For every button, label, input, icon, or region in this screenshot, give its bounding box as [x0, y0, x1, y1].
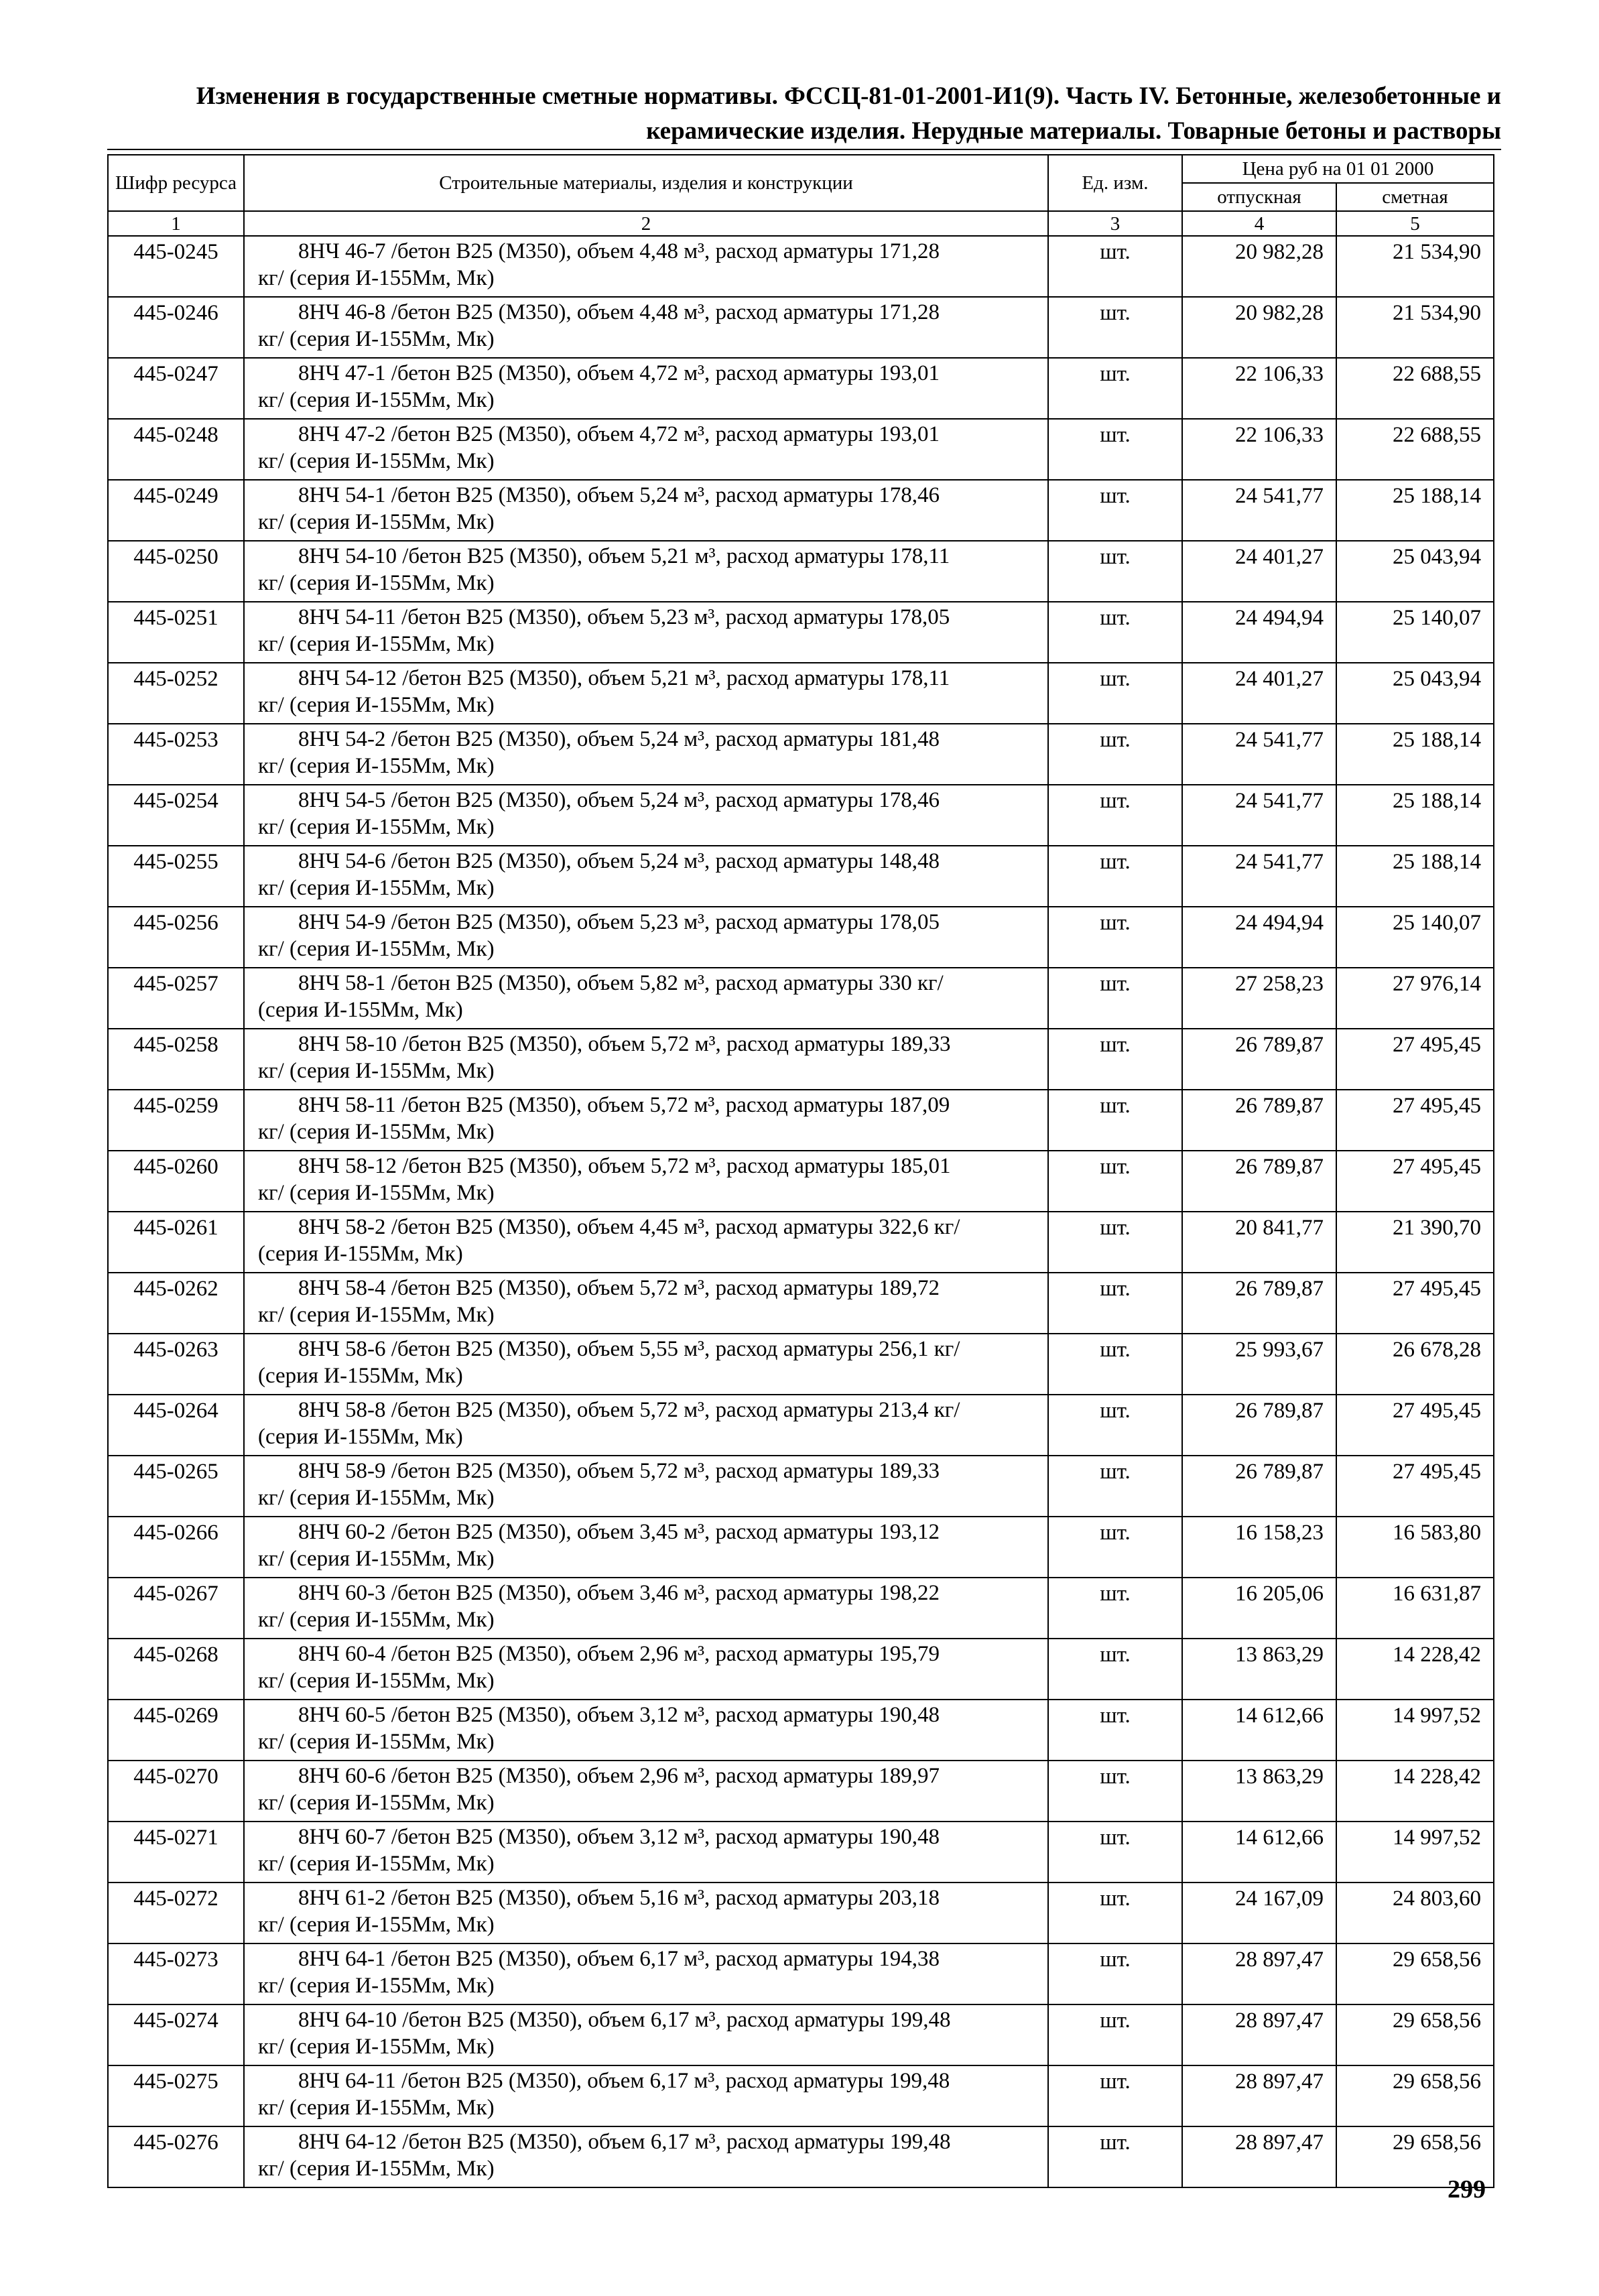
- table-row: [108, 1212, 1494, 1273]
- material-name-line-2: кг/ (серия И-155Мм, Мк): [258, 388, 495, 412]
- material-name-cell: [244, 1334, 1048, 1395]
- material-name-line-1: 8НЧ 54-11 /бетон В25 (М350), объем 5,23 м³, расход арматуры 178,05: [298, 605, 950, 629]
- material-name-line-1: 8НЧ 58-2 /бетон В25 (М350), объем 4,45 м³, расход арматуры 322,6 кг/: [298, 1215, 960, 1239]
- material-name-line-1: 8НЧ 61-2 /бетон В25 (М350), объем 5,16 м³, расход арматуры 203,18: [298, 1886, 940, 1910]
- estimate-price-cell: 27 495,45: [1336, 1456, 1494, 1517]
- table-row: [108, 1456, 1494, 1517]
- unit-cell: шт.: [1048, 1761, 1182, 1822]
- table-row: [108, 907, 1494, 968]
- unit-cell: шт.: [1048, 1090, 1182, 1151]
- material-name-cell: [244, 1395, 1048, 1456]
- unit-cell: шт.: [1048, 846, 1182, 907]
- material-name-line-2: кг/ (серия И-155Мм, Мк): [258, 1181, 495, 1205]
- unit-cell: шт.: [1048, 2126, 1182, 2187]
- column-header-estimate: [1336, 183, 1494, 211]
- unit-cell: шт.: [1048, 663, 1182, 724]
- release-price-cell: 24 541,77: [1182, 785, 1336, 846]
- estimate-price-cell: 22 688,55: [1336, 419, 1494, 480]
- release-price-cell: 25 993,67: [1182, 1334, 1336, 1395]
- unit-cell: шт.: [1048, 297, 1182, 358]
- table-row: [108, 1395, 1494, 1456]
- material-name-line-2: кг/ (серия И-155Мм, Мк): [258, 449, 495, 473]
- material-name-cell: [244, 1943, 1048, 2004]
- table-row: [108, 1943, 1494, 2004]
- material-name-cell: [244, 1273, 1048, 1334]
- resource-code-cell: 445-0274: [108, 2004, 244, 2065]
- material-name-line-1: 8НЧ 54-2 /бетон В25 (М350), объем 5,24 м³, расход арматуры 181,48: [298, 727, 940, 751]
- resource-code-cell: 445-0260: [108, 1151, 244, 1212]
- column-header-code-label: Шифр ресурса: [115, 172, 237, 194]
- resource-code-cell: 445-0252: [108, 663, 244, 724]
- material-name-line-1: 8НЧ 64-1 /бетон В25 (М350), объем 6,17 м³, расход арматуры 194,38: [298, 1947, 940, 1971]
- estimate-price-cell: 21 390,70: [1336, 1212, 1494, 1273]
- release-price-cell: 24 541,77: [1182, 480, 1336, 541]
- material-name-line-1: 8НЧ 47-1 /бетон В25 (М350), объем 4,72 м³, расход арматуры 193,01: [298, 361, 940, 385]
- document-header: [107, 79, 1501, 149]
- column-number: 5: [1336, 211, 1494, 236]
- unit-cell: шт.: [1048, 1334, 1182, 1395]
- column-number: 3: [1048, 211, 1182, 236]
- column-header-price-label: Цена руб на 01 01 2000: [1242, 158, 1434, 180]
- estimate-price-cell: 14 997,52: [1336, 1822, 1494, 1883]
- release-price-cell: 28 897,47: [1182, 2126, 1336, 2187]
- resource-code-cell: 445-0254: [108, 785, 244, 846]
- release-price-cell: 13 863,29: [1182, 1639, 1336, 1700]
- release-price-cell: 26 789,87: [1182, 1029, 1336, 1090]
- resource-code-cell: 445-0249: [108, 480, 244, 541]
- resource-code-cell: 445-0253: [108, 724, 244, 785]
- resource-code-cell: 445-0270: [108, 1761, 244, 1822]
- material-name-cell: [244, 907, 1048, 968]
- column-number: 1: [108, 211, 244, 236]
- material-name-cell: [244, 297, 1048, 358]
- estimate-price-cell: 29 658,56: [1336, 2004, 1494, 2065]
- page-number: 299: [1448, 2175, 1486, 2204]
- unit-cell: шт.: [1048, 2065, 1182, 2126]
- resource-code-cell: 445-0258: [108, 1029, 244, 1090]
- release-price-cell: 16 158,23: [1182, 1517, 1336, 1578]
- release-price-cell: 13 863,29: [1182, 1761, 1336, 1822]
- material-name-line-1: 8НЧ 58-4 /бетон В25 (М350), объем 5,72 м³, расход арматуры 189,72: [298, 1276, 940, 1300]
- material-name-cell: [244, 1761, 1048, 1822]
- table-row: [108, 1639, 1494, 1700]
- resource-code-cell: 445-0261: [108, 1212, 244, 1273]
- resource-code-cell: 445-0259: [108, 1090, 244, 1151]
- unit-cell: шт.: [1048, 1395, 1182, 1456]
- material-name-line-2: (серия И-155Мм, Мк): [258, 1425, 463, 1449]
- material-name-line-2: кг/ (серия И-155Мм, Мк): [258, 571, 495, 595]
- release-price-cell: 26 789,87: [1182, 1456, 1336, 1517]
- estimate-price-cell: 25 140,07: [1336, 602, 1494, 663]
- release-price-cell: 24 541,77: [1182, 846, 1336, 907]
- release-price-cell: 24 541,77: [1182, 724, 1336, 785]
- release-price-cell: 28 897,47: [1182, 1943, 1336, 2004]
- release-price-cell: 22 106,33: [1182, 419, 1336, 480]
- release-price-cell: 24 494,94: [1182, 907, 1336, 968]
- resource-code-cell: 445-0268: [108, 1639, 244, 1700]
- resource-code-cell: 445-0276: [108, 2126, 244, 2187]
- unit-cell: шт.: [1048, 1029, 1182, 1090]
- material-name-line-1: 8НЧ 47-2 /бетон В25 (М350), объем 4,72 м³, расход арматуры 193,01: [298, 422, 940, 446]
- table-row: [108, 1151, 1494, 1212]
- resource-code-cell: 445-0246: [108, 297, 244, 358]
- estimate-price-cell: 27 495,45: [1336, 1395, 1494, 1456]
- material-name-cell: [244, 419, 1048, 480]
- release-price-cell: 27 258,23: [1182, 968, 1336, 1029]
- material-name-cell: [244, 663, 1048, 724]
- estimate-price-cell: 14 997,52: [1336, 1700, 1494, 1761]
- material-name-cell: [244, 1639, 1048, 1700]
- material-name-cell: [244, 1090, 1048, 1151]
- material-name-line-1: 8НЧ 58-11 /бетон В25 (М350), объем 5,72 м³, расход арматуры 187,09: [298, 1093, 950, 1117]
- material-name-line-2: кг/ (серия И-155Мм, Мк): [258, 510, 495, 534]
- material-name-cell: [244, 1883, 1048, 1943]
- material-name-line-2: кг/ (серия И-155Мм, Мк): [258, 1913, 495, 1937]
- material-name-line-1: 8НЧ 64-10 /бетон В25 (М350), объем 6,17 м³, расход арматуры 199,48: [298, 2008, 951, 2032]
- release-price-cell: 28 897,47: [1182, 2065, 1336, 2126]
- material-name-line-1: 8НЧ 54-10 /бетон В25 (М350), объем 5,21 м³, расход арматуры 178,11: [298, 544, 950, 568]
- estimate-price-cell: 25 188,14: [1336, 724, 1494, 785]
- material-name-line-2: кг/ (серия И-155Мм, Мк): [258, 876, 495, 900]
- header-line-2: керамические изделия. Нерудные материалы. Товарные бетоны и растворы: [646, 117, 1501, 145]
- resource-code-cell: 445-0245: [108, 236, 244, 297]
- estimate-price-cell: 27 495,45: [1336, 1090, 1494, 1151]
- estimate-price-cell: 29 658,56: [1336, 2065, 1494, 2126]
- unit-cell: шт.: [1048, 419, 1182, 480]
- table-row: [108, 541, 1494, 602]
- estimate-price-cell: 27 495,45: [1336, 1273, 1494, 1334]
- unit-cell: шт.: [1048, 1822, 1182, 1883]
- column-header-estimate-label: сметная: [1382, 186, 1448, 208]
- table-row: [108, 1822, 1494, 1883]
- material-name-line-2: кг/ (серия И-155Мм, Мк): [258, 2035, 495, 2059]
- estimate-price-cell: 25 140,07: [1336, 907, 1494, 968]
- resource-code-cell: 445-0272: [108, 1883, 244, 1943]
- release-price-cell: 26 789,87: [1182, 1273, 1336, 1334]
- resource-code-cell: 445-0271: [108, 1822, 244, 1883]
- estimate-price-cell: 25 043,94: [1336, 541, 1494, 602]
- table-row: [108, 1578, 1494, 1639]
- resource-code-cell: 445-0269: [108, 1700, 244, 1761]
- estimate-price-cell: 29 658,56: [1336, 1943, 1494, 2004]
- column-header-code: [108, 155, 244, 211]
- material-name-cell: [244, 1822, 1048, 1883]
- unit-cell: шт.: [1048, 785, 1182, 846]
- material-name-line-1: 8НЧ 54-12 /бетон В25 (М350), объем 5,21 м³, расход арматуры 178,11: [298, 666, 950, 690]
- resource-code-cell: 445-0264: [108, 1395, 244, 1456]
- material-name-line-1: 8НЧ 46-8 /бетон В25 (М350), объем 4,48 м³, расход арматуры 171,28: [298, 300, 940, 324]
- resource-code-cell: 445-0262: [108, 1273, 244, 1334]
- material-name-line-2: кг/ (серия И-155Мм, Мк): [258, 1608, 495, 1632]
- material-name-line-2: кг/ (серия И-155Мм, Мк): [258, 2157, 495, 2181]
- table-row: [108, 2065, 1494, 2126]
- material-name-line-2: кг/ (серия И-155Мм, Мк): [258, 1730, 495, 1754]
- estimate-price-cell: 25 188,14: [1336, 785, 1494, 846]
- estimate-price-cell: 14 228,42: [1336, 1761, 1494, 1822]
- estimate-price-cell: 16 631,87: [1336, 1578, 1494, 1639]
- resource-code-cell: 445-0251: [108, 602, 244, 663]
- material-name-cell: [244, 541, 1048, 602]
- header-line-1: Изменения в государственные сметные нормативы. ФССЦ-81-01-2001-И1(9). Часть IV. Бетонные, железобетонные и: [196, 82, 1501, 110]
- unit-cell: шт.: [1048, 602, 1182, 663]
- release-price-cell: 16 205,06: [1182, 1578, 1336, 1639]
- estimate-price-cell: 22 688,55: [1336, 358, 1494, 419]
- table-body: [108, 236, 1494, 2187]
- material-name-line-2: кг/ (серия И-155Мм, Мк): [258, 1974, 495, 1998]
- material-name-line-2: кг/ (серия И-155Мм, Мк): [258, 754, 495, 778]
- resource-code-cell: 445-0248: [108, 419, 244, 480]
- resource-code-cell: 445-0255: [108, 846, 244, 907]
- material-name-cell: [244, 602, 1048, 663]
- material-name-cell: [244, 846, 1048, 907]
- material-name-line-1: 8НЧ 54-6 /бетон В25 (М350), объем 5,24 м³, расход арматуры 148,48: [298, 849, 940, 873]
- column-number: 2: [244, 211, 1048, 236]
- estimate-price-cell: 16 583,80: [1336, 1517, 1494, 1578]
- material-name-line-1: 8НЧ 58-1 /бетон В25 (М350), объем 5,82 м³, расход арматуры 330 кг/: [298, 971, 944, 995]
- material-name-line-1: 8НЧ 46-7 /бетон В25 (М350), объем 4,48 м³, расход арматуры 171,28: [298, 239, 940, 263]
- unit-cell: шт.: [1048, 1151, 1182, 1212]
- table-row: [108, 663, 1494, 724]
- material-name-line-1: 8НЧ 58-9 /бетон В25 (М350), объем 5,72 м³, расход арматуры 189,33: [298, 1459, 940, 1483]
- material-name-cell: [244, 724, 1048, 785]
- material-name-cell: [244, 785, 1048, 846]
- estimate-price-cell: 24 803,60: [1336, 1883, 1494, 1943]
- table-row: [108, 1029, 1494, 1090]
- table-row: [108, 1883, 1494, 1943]
- material-name-line-2: кг/ (серия И-155Мм, Мк): [258, 632, 495, 656]
- release-price-cell: 28 897,47: [1182, 2004, 1336, 2065]
- table-row: [108, 785, 1494, 846]
- table-row: [108, 968, 1494, 1029]
- estimate-price-cell: 25 188,14: [1336, 480, 1494, 541]
- resource-code-cell: 445-0257: [108, 968, 244, 1029]
- unit-cell: шт.: [1048, 1883, 1182, 1943]
- material-name-cell: [244, 2126, 1048, 2187]
- table-row: [108, 2004, 1494, 2065]
- table-row: [108, 297, 1494, 358]
- material-name-line-2: кг/ (серия И-155Мм, Мк): [258, 1486, 495, 1510]
- column-header-unit-label: Ед. изм.: [1082, 172, 1149, 194]
- unit-cell: шт.: [1048, 1578, 1182, 1639]
- material-name-line-2: кг/ (серия И-155Мм, Мк): [258, 1303, 495, 1327]
- material-name-line-1: 8НЧ 58-10 /бетон В25 (М350), объем 5,72 м³, расход арматуры 189,33: [298, 1032, 951, 1056]
- table-row: [108, 358, 1494, 419]
- release-price-cell: 14 612,66: [1182, 1822, 1336, 1883]
- resource-code-cell: 445-0256: [108, 907, 244, 968]
- material-name-line-1: 8НЧ 60-6 /бетон В25 (М350), объем 2,96 м³, расход арматуры 189,97: [298, 1764, 940, 1788]
- material-name-line-2: кг/ (серия И-155Мм, Мк): [258, 1791, 495, 1815]
- material-name-line-2: кг/ (серия И-155Мм, Мк): [258, 1547, 495, 1571]
- estimate-price-cell: 21 534,90: [1336, 236, 1494, 297]
- unit-cell: шт.: [1048, 1943, 1182, 2004]
- material-name-line-1: 8НЧ 64-12 /бетон В25 (М350), объем 6,17 м³, расход арматуры 199,48: [298, 2130, 951, 2154]
- unit-cell: шт.: [1048, 1700, 1182, 1761]
- material-name-cell: [244, 1151, 1048, 1212]
- price-table: [107, 154, 1494, 2188]
- material-name-cell: [244, 1029, 1048, 1090]
- material-name-line-2: кг/ (серия И-155Мм, Мк): [258, 1852, 495, 1876]
- material-name-cell: [244, 1456, 1048, 1517]
- resource-code-cell: 445-0275: [108, 2065, 244, 2126]
- release-price-cell: 26 789,87: [1182, 1151, 1336, 1212]
- column-header-price: [1182, 155, 1494, 183]
- release-price-cell: 24 494,94: [1182, 602, 1336, 663]
- table-row: [108, 480, 1494, 541]
- column-header-name-label: Строительные материалы, изделия и конструкции: [439, 172, 853, 194]
- material-name-cell: [244, 968, 1048, 1029]
- material-name-line-2: кг/ (серия И-155Мм, Мк): [258, 2096, 495, 2120]
- material-name-line-2: кг/ (серия И-155Мм, Мк): [258, 937, 495, 961]
- material-name-line-1: 8НЧ 60-7 /бетон В25 (М350), объем 3,12 м³, расход арматуры 190,48: [298, 1825, 940, 1849]
- estimate-price-cell: 21 534,90: [1336, 297, 1494, 358]
- estimate-price-cell: 25 188,14: [1336, 846, 1494, 907]
- column-number: 4: [1182, 211, 1336, 236]
- material-name-line-1: 8НЧ 54-9 /бетон В25 (М350), объем 5,23 м³, расход арматуры 178,05: [298, 910, 940, 934]
- table-row: [108, 1761, 1494, 1822]
- table-row: [108, 1700, 1494, 1761]
- unit-cell: шт.: [1048, 480, 1182, 541]
- table-row: [108, 1273, 1494, 1334]
- material-name-cell: [244, 2004, 1048, 2065]
- unit-cell: шт.: [1048, 2004, 1182, 2065]
- resource-code-cell: 445-0250: [108, 541, 244, 602]
- table-row: [108, 1517, 1494, 1578]
- resource-code-cell: 445-0265: [108, 1456, 244, 1517]
- unit-cell: шт.: [1048, 724, 1182, 785]
- release-price-cell: 24 167,09: [1182, 1883, 1336, 1943]
- material-name-line-1: 8НЧ 54-5 /бетон В25 (М350), объем 5,24 м³, расход арматуры 178,46: [298, 788, 940, 812]
- release-price-cell: 22 106,33: [1182, 358, 1336, 419]
- material-name-line-1: 8НЧ 60-3 /бетон В25 (М350), объем 3,46 м³, расход арматуры 198,22: [298, 1581, 940, 1605]
- table-row: [108, 236, 1494, 297]
- material-name-line-2: (серия И-155Мм, Мк): [258, 1364, 463, 1388]
- column-number-row: [108, 211, 1494, 236]
- resource-code-cell: 445-0266: [108, 1517, 244, 1578]
- column-header-release-label: отпускная: [1217, 186, 1301, 208]
- material-name-cell: [244, 358, 1048, 419]
- estimate-price-cell: 29 658,56: [1336, 2126, 1494, 2187]
- material-name-line-1: 8НЧ 60-2 /бетон В25 (М350), объем 3,45 м³, расход арматуры 193,12: [298, 1520, 940, 1544]
- material-name-line-2: кг/ (серия И-155Мм, Мк): [258, 1120, 495, 1144]
- column-header-name: [244, 155, 1048, 211]
- release-price-cell: 26 789,87: [1182, 1395, 1336, 1456]
- unit-cell: шт.: [1048, 968, 1182, 1029]
- estimate-price-cell: 27 976,14: [1336, 968, 1494, 1029]
- unit-cell: шт.: [1048, 1517, 1182, 1578]
- unit-cell: шт.: [1048, 358, 1182, 419]
- unit-cell: шт.: [1048, 1639, 1182, 1700]
- table-row: [108, 846, 1494, 907]
- material-name-line-1: 8НЧ 54-1 /бетон В25 (М350), объем 5,24 м³, расход арматуры 178,46: [298, 483, 940, 507]
- material-name-line-1: 8НЧ 58-8 /бетон В25 (М350), объем 5,72 м³, расход арматуры 213,4 кг/: [298, 1398, 960, 1422]
- release-price-cell: 20 982,28: [1182, 236, 1336, 297]
- material-name-cell: [244, 480, 1048, 541]
- estimate-price-cell: 26 678,28: [1336, 1334, 1494, 1395]
- release-price-cell: 14 612,66: [1182, 1700, 1336, 1761]
- material-name-line-1: 8НЧ 60-5 /бетон В25 (М350), объем 3,12 м³, расход арматуры 190,48: [298, 1703, 940, 1727]
- release-price-cell: 24 401,27: [1182, 663, 1336, 724]
- material-name-cell: [244, 1700, 1048, 1761]
- table-row: [108, 602, 1494, 663]
- resource-code-cell: 445-0273: [108, 1943, 244, 2004]
- material-name-line-2: кг/ (серия И-155Мм, Мк): [258, 1059, 495, 1083]
- material-name-cell: [244, 1517, 1048, 1578]
- estimate-price-cell: 14 228,42: [1336, 1639, 1494, 1700]
- header-rule: [107, 149, 1501, 150]
- material-name-line-2: кг/ (серия И-155Мм, Мк): [258, 327, 495, 351]
- unit-cell: шт.: [1048, 541, 1182, 602]
- material-name-line-1: 8НЧ 64-11 /бетон В25 (М350), объем 6,17 м³, расход арматуры 199,48: [298, 2069, 950, 2093]
- unit-cell: шт.: [1048, 1456, 1182, 1517]
- material-name-line-2: кг/ (серия И-155Мм, Мк): [258, 815, 495, 839]
- release-price-cell: 24 401,27: [1182, 541, 1336, 602]
- table-row: [108, 1334, 1494, 1395]
- material-name-line-1: 8НЧ 58-6 /бетон В25 (М350), объем 5,55 м³, расход арматуры 256,1 кг/: [298, 1337, 960, 1361]
- material-name-line-2: (серия И-155Мм, Мк): [258, 1242, 463, 1266]
- material-name-line-1: 8НЧ 58-12 /бетон В25 (М350), объем 5,72 м³, расход арматуры 185,01: [298, 1154, 951, 1178]
- column-header-unit: [1048, 155, 1182, 211]
- material-name-cell: [244, 1578, 1048, 1639]
- resource-code-cell: 445-0267: [108, 1578, 244, 1639]
- material-name-cell: [244, 236, 1048, 297]
- material-name-cell: [244, 1212, 1048, 1273]
- unit-cell: шт.: [1048, 1212, 1182, 1273]
- unit-cell: шт.: [1048, 236, 1182, 297]
- table-row: [108, 2126, 1494, 2187]
- estimate-price-cell: 25 043,94: [1336, 663, 1494, 724]
- estimate-price-cell: 27 495,45: [1336, 1151, 1494, 1212]
- release-price-cell: 20 982,28: [1182, 297, 1336, 358]
- unit-cell: шт.: [1048, 1273, 1182, 1334]
- unit-cell: шт.: [1048, 907, 1182, 968]
- resource-code-cell: 445-0247: [108, 358, 244, 419]
- resource-code-cell: 445-0263: [108, 1334, 244, 1395]
- estimate-price-cell: 27 495,45: [1336, 1029, 1494, 1090]
- column-header-release: [1182, 183, 1336, 211]
- table-row: [108, 724, 1494, 785]
- release-price-cell: 20 841,77: [1182, 1212, 1336, 1273]
- material-name-line-2: кг/ (серия И-155Мм, Мк): [258, 693, 495, 717]
- material-name-line-2: (серия И-155Мм, Мк): [258, 998, 463, 1022]
- release-price-cell: 26 789,87: [1182, 1090, 1336, 1151]
- table-row: [108, 1090, 1494, 1151]
- material-name-line-1: 8НЧ 60-4 /бетон В25 (М350), объем 2,96 м³, расход арматуры 195,79: [298, 1642, 940, 1666]
- material-name-line-2: кг/ (серия И-155Мм, Мк): [258, 266, 495, 290]
- material-name-cell: [244, 2065, 1048, 2126]
- table-row: [108, 419, 1494, 480]
- material-name-line-2: кг/ (серия И-155Мм, Мк): [258, 1669, 495, 1693]
